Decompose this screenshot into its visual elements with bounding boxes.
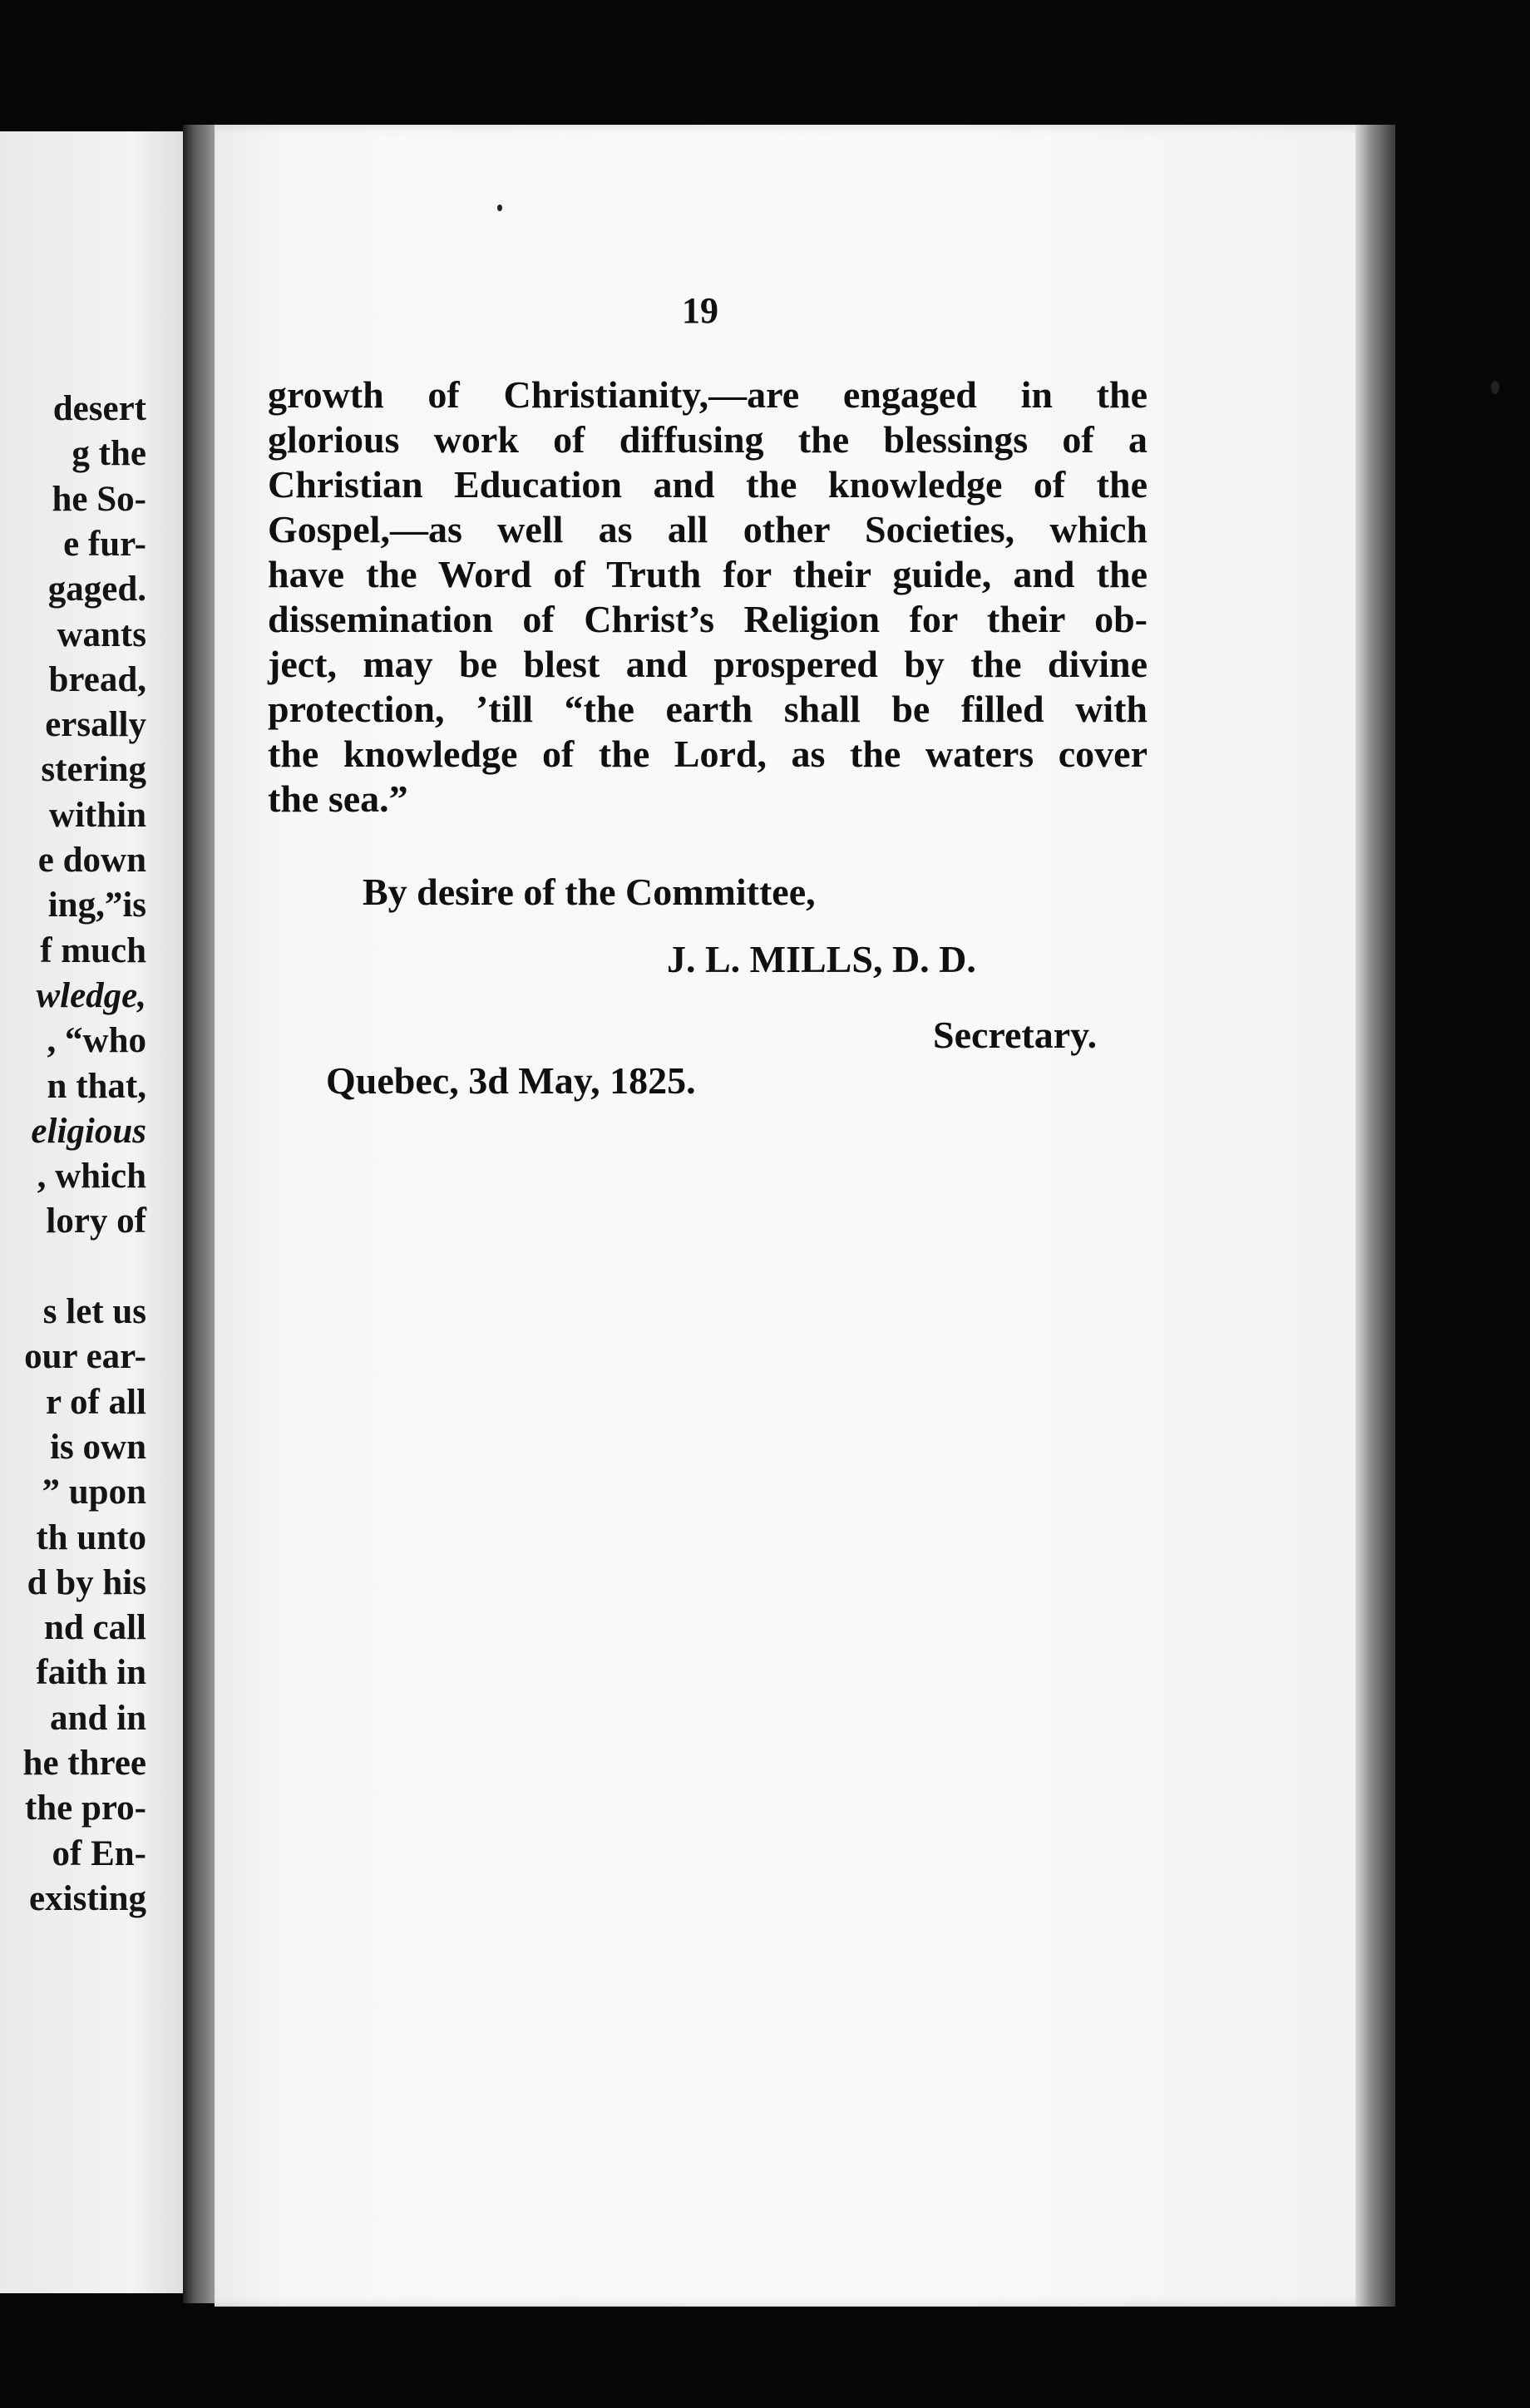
left-page-fragment: is own bbox=[50, 1427, 146, 1467]
left-page-fragment: , which bbox=[37, 1157, 146, 1197]
page-edge bbox=[1355, 125, 1395, 2307]
left-page-fragment: desert bbox=[52, 389, 146, 428]
left-page-fragment: ” upon bbox=[42, 1473, 146, 1512]
ink-speck bbox=[1491, 381, 1499, 394]
left-page-fragment: eligious bbox=[31, 1111, 146, 1151]
left-page-fragment: he So- bbox=[52, 479, 146, 519]
left-page-fragment: ing,”is bbox=[47, 886, 146, 925]
body-line: dissemination of Christ’s Religion for their ob- bbox=[268, 598, 1148, 640]
left-page-fragment: nd call bbox=[43, 1608, 146, 1648]
signoff-title: Secretary. bbox=[933, 1014, 1098, 1056]
left-page-fragment: stering bbox=[41, 750, 146, 790]
body-line: the knowledge of the Lord, as the waters cover bbox=[268, 733, 1148, 775]
body-line: Christian Education and the knowledge of the bbox=[268, 463, 1148, 506]
left-page-fragment: he three bbox=[22, 1744, 146, 1783]
signoff-place-date: Quebec, 3d May, 1825. bbox=[326, 1059, 696, 1102]
left-page-fragment: lory of bbox=[46, 1202, 146, 1241]
page-number: 19 bbox=[682, 290, 718, 331]
left-page-fragment: wledge, bbox=[36, 975, 146, 1015]
left-page-fragment: the pro- bbox=[24, 1789, 146, 1828]
left-page-fragment: g the bbox=[72, 434, 146, 474]
left-page-fragment: existing bbox=[29, 1878, 146, 1918]
left-facing-page bbox=[0, 131, 188, 2293]
left-page-fragment: d by his bbox=[27, 1562, 146, 1602]
left-page-fragment: and in bbox=[50, 1698, 146, 1738]
body-line: glorious work of diffusing the blessings of a bbox=[268, 418, 1148, 461]
left-page-fragment: e down bbox=[37, 841, 146, 880]
left-page-fragment: e fur- bbox=[63, 524, 146, 564]
signoff-name: J. L. MILLS, D. D. bbox=[667, 938, 976, 980]
left-page-fragment: of En- bbox=[52, 1833, 146, 1873]
body-line: the sea.” bbox=[268, 777, 408, 820]
left-page-fragment: f much bbox=[40, 930, 146, 970]
ink-speck bbox=[497, 205, 502, 211]
book-gutter bbox=[183, 125, 216, 2303]
left-page-fragment: faith in bbox=[36, 1653, 146, 1693]
left-page-fragment: n that, bbox=[47, 1066, 146, 1106]
body-line: Gospel,—as well as all other Societies, which bbox=[268, 508, 1148, 550]
left-page-fragment: gaged. bbox=[47, 570, 146, 609]
body-line: protection, ’till “the earth shall be filled with bbox=[268, 688, 1148, 730]
left-page-fragment: our ear- bbox=[24, 1337, 146, 1377]
left-page-fragment: ersally bbox=[45, 705, 146, 745]
left-page-fragment: , “who bbox=[47, 1021, 146, 1061]
left-page-fragment: th unto bbox=[36, 1517, 146, 1557]
body-line: growth of Christianity,—are engaged in the bbox=[268, 373, 1148, 416]
body-paragraph bbox=[268, 373, 1148, 822]
left-page-fragment: r of all bbox=[45, 1382, 146, 1422]
signoff-desire: By desire of the Committee, bbox=[363, 871, 816, 913]
body-line: ject, may be blest and prospered by the divine bbox=[268, 643, 1148, 685]
left-page-fragment: s let us bbox=[42, 1292, 146, 1331]
body-line: have the Word of Truth for their guide, and the bbox=[268, 553, 1148, 595]
left-page-fragment: bread, bbox=[48, 659, 146, 699]
left-page-fragment: wants bbox=[57, 614, 146, 654]
left-page-fragment: within bbox=[48, 795, 146, 835]
